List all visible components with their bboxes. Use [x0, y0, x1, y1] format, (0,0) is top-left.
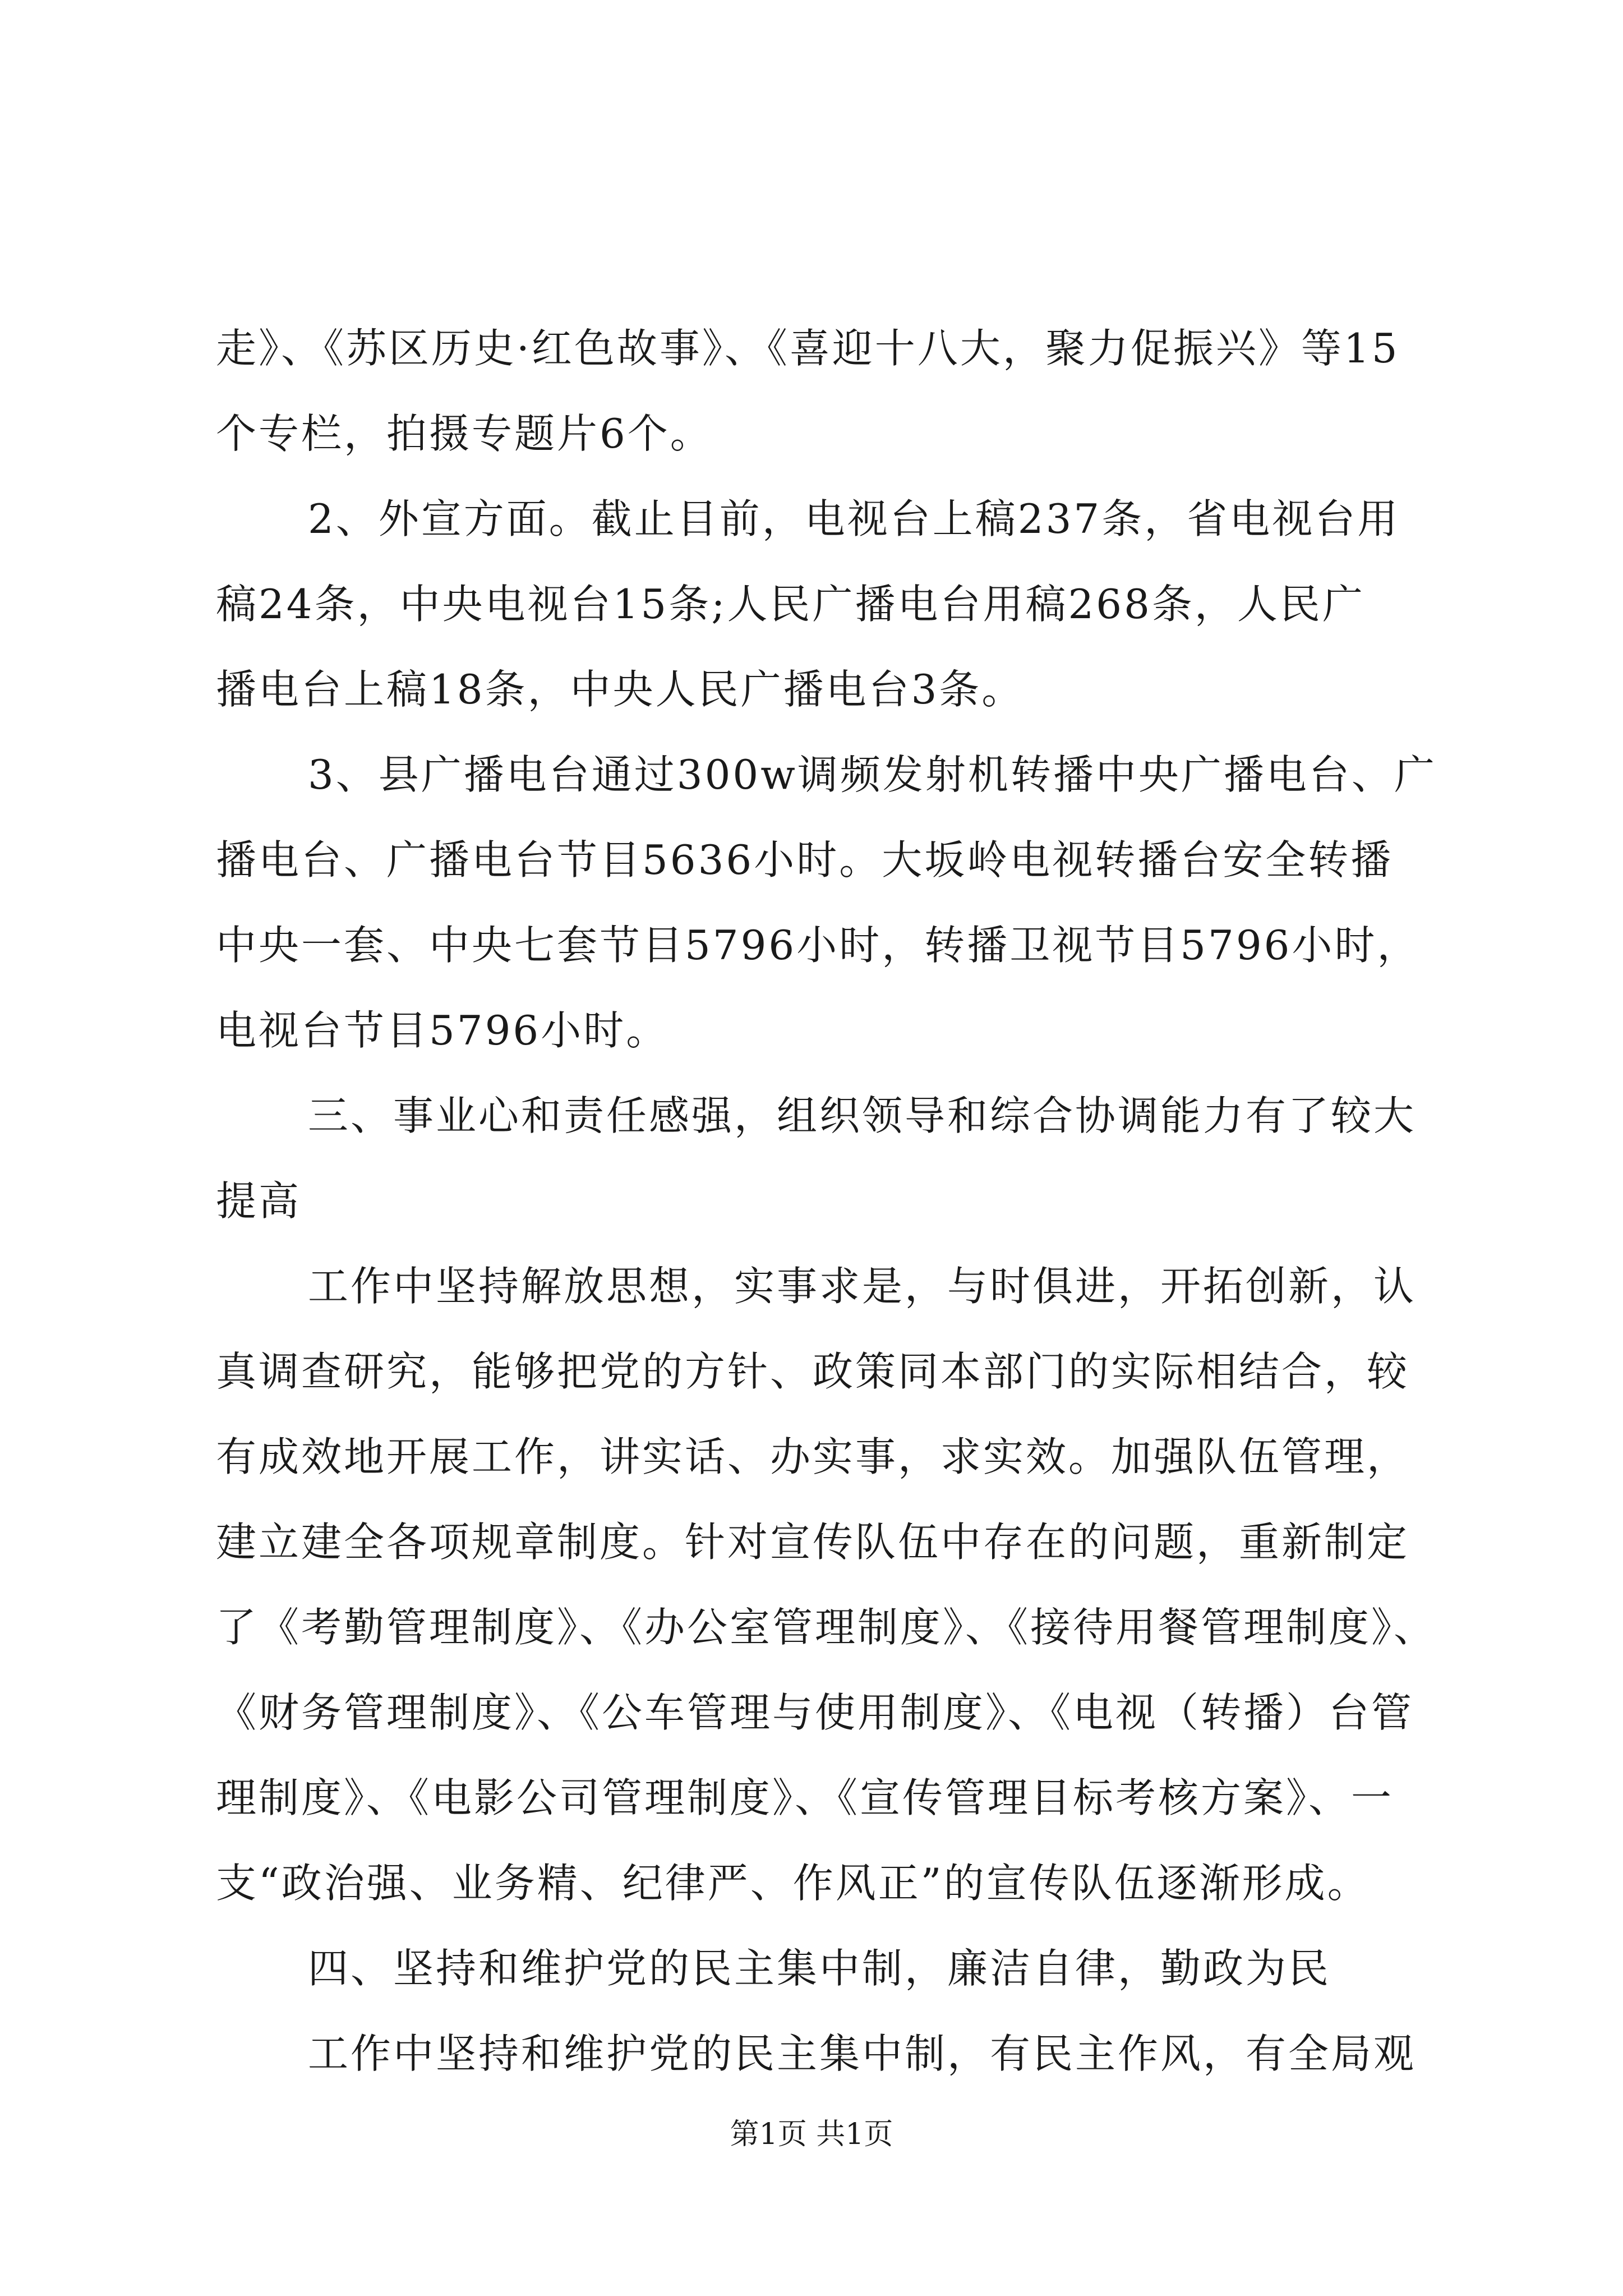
text-line: 3、县广播电台通过300w调频发射机转播中央广播电台、广	[308, 751, 1437, 798]
text-line: 工作中坚持解放思想，实事求是，与时俱进，开拓创新，认	[308, 1263, 1417, 1310]
text-line: 播电台上稿18条，中央人民广播电台3条。	[216, 666, 1025, 713]
text-line: 中央一套、中央七套节目5796小时，转播卫视节目5796小时，	[216, 922, 1420, 969]
section-heading: 提高	[216, 1177, 302, 1225]
text-line: 了《考勤管理制度》、《办公室管理制度》、《接待用餐管理制度》、	[216, 1604, 1437, 1651]
text-line: 建立建全各项规章制度。针对宣传队伍中存在的问题，重新制定	[216, 1519, 1410, 1566]
text-line: 个专栏，拍摄专题片6个。	[216, 410, 713, 457]
text-line: 理制度》、《电影公司管理制度》、《宣传管理目标考核方案》、一	[216, 1774, 1394, 1821]
text-line: 有成效地开展工作，讲实话、办实事，求实效。加强队伍管理，	[216, 1433, 1410, 1480]
section-heading: 四、坚持和维护党的民主集中制，廉洁自律，勤政为民	[308, 1945, 1331, 1992]
text-line: 支“政治强、业务精、纪律严、作风正”的宣传队伍逐渐形成。	[216, 1860, 1370, 1907]
text-line: 电视台节目5796小时。	[216, 1007, 669, 1054]
text-line: 稿24条，中央电视台15条;人民广播电台用稿268条，人民广	[216, 581, 1365, 628]
text-line: 走》、《苏区历史·红色故事》、《喜迎十八大，聚力促振兴》等15	[216, 325, 1400, 372]
text-line: 《财务管理制度》、《公车管理与使用制度》、《电视（转播）台管	[216, 1689, 1414, 1736]
text-line: 工作中坚持和维护党的民主集中制，有民主作风，有全局观	[308, 2030, 1417, 2077]
text-line: 2、外宣方面。截止目前，电视台上稿237条，省电视台用	[308, 495, 1400, 542]
text-line: 真调查研究，能够把党的方针、政策同本部门的实际相结合，较	[216, 1348, 1410, 1395]
page-footer: 第1页 共1页	[730, 2118, 893, 2151]
text-line: 播电台、广播电台节目5636小时。大坂岭电视转播台安全转播	[216, 836, 1394, 884]
section-heading: 三、事业心和责任感强，组织领导和综合协调能力有了较大	[308, 1092, 1417, 1139]
document-body	[216, 306, 1437, 2096]
